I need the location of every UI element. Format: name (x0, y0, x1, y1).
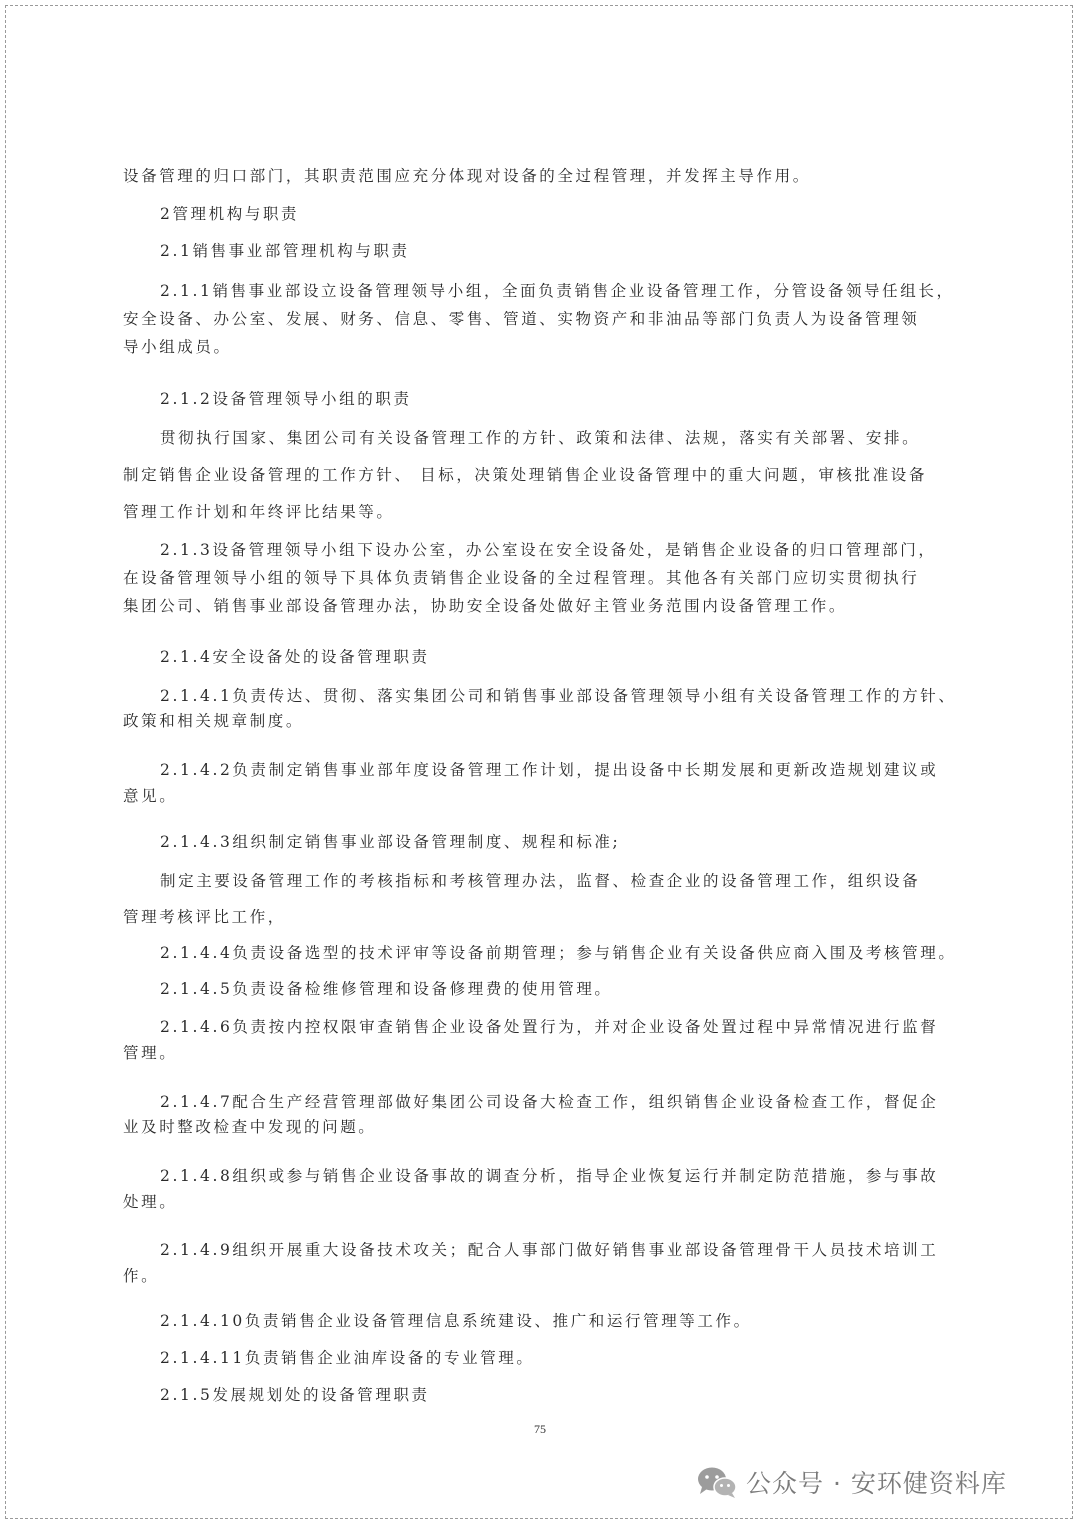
text-line: 2.1销售事业部管理机构与职责 (160, 242, 410, 260)
text-line: 制定销售企业设备管理的工作方针、 目标，决策处理销售企业设备管理中的重大问题，审核批准设备 (123, 466, 927, 484)
watermark-text: 公众号 · 安环健资料库 (746, 1469, 1007, 1498)
text-line: 2.1.4.4负责设备选型的技术评审等设备前期管理；参与销售企业有关设备供应商入围及考核管理。 (160, 944, 957, 962)
watermark (696, 1462, 1007, 1502)
text-line: 业及时整改检查中发现的问题。 (123, 1118, 377, 1136)
text-line: 2.1.5发展规划处的设备管理职责 (160, 1386, 430, 1404)
text-line: 2.1.4.5负责设备检维修管理和设备修理费的使用管理。 (160, 980, 613, 998)
text-line: 2.1.4.9组织开展重大设备技术攻关；配合人事部门做好销售事业部设备管理骨干人员技术培训工 (160, 1241, 939, 1259)
text-line: 管理考核评比工作， (123, 908, 286, 926)
text-line: 导小组成员。 (123, 338, 232, 356)
text-line: 2.1.4安全设备处的设备管理职责 (160, 648, 430, 666)
text-line: 2.1.2设备管理领导小组的职责 (160, 390, 412, 408)
text-line: 设备管理的归口部门，其职责范围应充分体现对设备的全过程管理，并发挥主导作用。 (123, 167, 811, 185)
text-line: 2.1.4.10负责销售企业设备管理信息系统建设、推广和运行管理等工作。 (160, 1312, 752, 1330)
text-line: 政策和相关规章制度。 (123, 712, 305, 730)
text-line: 2.1.4.6负责按内控权限审查销售企业设备处置行为，并对企业设备处置过程中异常情况进行监督 (160, 1018, 939, 1036)
text-line: 2.1.4.8组织或参与销售企业设备事故的调查分析，指导企业恢复运行并制定防范措施，参与事故 (160, 1167, 939, 1185)
text-line: 2.1.4.11负责销售企业油库设备的专业管理。 (160, 1349, 535, 1367)
text-line: 集团公司、销售事业部设备管理办法，协助安全设备处做好主管业务范围内设备管理工作。 (123, 597, 848, 615)
text-line: 处理。 (123, 1193, 178, 1211)
text-line: 制定主要设备管理工作的考核指标和考核管理办法，监督、检查企业的设备管理工作，组织设备 (160, 872, 921, 890)
text-line: 贯彻执行国家、集团公司有关设备管理工作的方针、政策和法律、法规，落实有关部署、安排。 (160, 429, 921, 447)
text-line: 安全设备、办公室、发展、财务、信息、零售、管道、实物资产和非油品等部门负责人为设备管理领 (123, 310, 920, 328)
text-line: 管理工作计划和年终评比结果等。 (123, 503, 395, 521)
wechat-icon (696, 1464, 738, 1500)
text-line: 2.1.4.2负责制定销售事业部年度设备管理工作计划，提出设备中长期发展和更新改造规划建议或 (160, 761, 939, 779)
text-line: 在设备管理领导小组的领导下具体负责销售企业设备的全过程管理。其他各有关部门应切实贯彻执行 (123, 569, 920, 587)
text-line: 2.1.4.1负责传达、贯彻、落实集团公司和销售事业部设备管理领导小组有关设备管理工作的方针、 (160, 687, 957, 705)
text-line: 作。 (123, 1267, 160, 1285)
text-line: 2.1.4.7配合生产经营管理部做好集团公司设备大检查工作，组织销售企业设备检查工作，督促企 (160, 1093, 939, 1111)
page-number: 75 (534, 1422, 546, 1436)
text-line: 管理。 (123, 1044, 178, 1062)
text-line: 2管理机构与职责 (160, 205, 300, 223)
text-line: 2.1.1销售事业部设立设备管理领导小组，全面负责销售企业设备管理工作，分管设备领导任组长， (160, 282, 955, 300)
text-line: 2.1.3设备管理领导小组下设办公室，办公室设在安全设备处，是销售企业设备的归口管理部门， (160, 541, 937, 559)
text-line: 意见。 (123, 787, 178, 805)
text-line: 2.1.4.3组织制定销售事业部设备管理制度、规程和标准; (160, 833, 621, 851)
